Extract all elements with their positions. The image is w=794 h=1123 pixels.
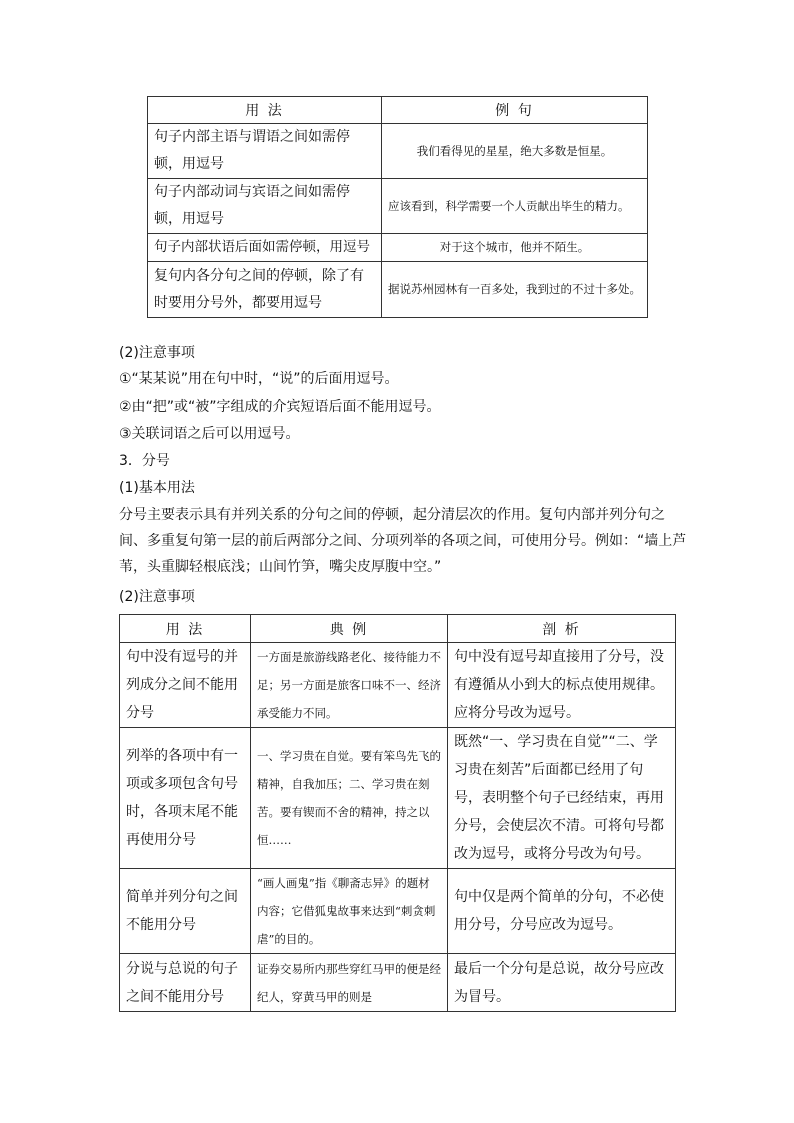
usage-cell: 句子内部主语与谓语之间如需停顿，用逗号 [148,124,382,179]
example-cell: 一、学习贵在自觉。要有笨鸟先飞的精神，自我加压；二、学习贵在刻苦。要有锲而不舍的精神，持之以恒…… [251,728,448,869]
example-cell: 据说苏州园林有一百多处，我到过的不过十多处。 [382,262,648,318]
usage-cell: 简单并列分句之间不能用分号 [120,869,251,954]
usage-cell: 句子内部状语后面如需停顿，用逗号 [148,234,382,262]
example-cell: “画人画鬼”指《聊斋志异》的题材内容；它借狐鬼故事来达到“刺贪刺虐”的目的。 [251,869,448,954]
table-header: 用 法 [148,97,382,124]
table-row [120,643,676,728]
table-row [148,234,648,262]
analysis-cell: 句中没有逗号却直接用了分号，没有遵循从小到大的标点使用规律。应将分号改为逗号。 [448,643,676,728]
table-header: 典 例 [251,615,448,643]
basic-usage-paragraph: 分号主要表示具有并列关系的分句之间的停顿，起分清层次的作用。复句内部并列分句之间、多重复句第一层的前后两部分之间、分项列举的各项之间，可使用分号。例如：“墙上芦苇，头重脚轻根底浅；山间竹笋，嘴尖皮厚腹中空。” [119,507,687,575]
table-row [148,262,648,318]
analysis-cell: 既然“一、学习贵在自觉”“二、学习贵在刻苦”后面都已经用了句号，表明整个句子已经结束，再用分号，会使层次不清。可将句号都改为逗号，或将分号改为句号。 [448,728,676,869]
usage-cell: 句子内部动词与宾语之间如需停顿，用逗号 [148,179,382,234]
table-row [120,728,676,869]
note-item: ②由“把”或“被”字组成的介宾短语后面不能用逗号。 [119,399,441,415]
usage-cell: 列举的各项中有一项或多项包含句号时，各项末尾不能再使用分号 [120,728,251,869]
analysis-cell: 句中仅是两个简单的分句，不必使用分号，分号应改为逗号。 [448,869,676,954]
example-cell: 一方面是旅游线路老化、接待能力不足；另一方面是旅客口味不一、经济承受能力不同。 [251,643,448,728]
example-cell: 对于这个城市，他并不陌生。 [382,234,648,262]
usage-cell: 复句内各分句之间的停顿，除了有时要用分号外，都要用逗号 [148,262,382,318]
analysis-cell: 最后一个分句是总说，故分号应改为冒号。 [448,954,676,1012]
table-row [120,954,676,1012]
table-header: 例 句 [382,97,648,124]
note-item: ③关联词语之后可以用逗号。 [119,426,300,442]
table-row [148,124,648,179]
note-item: ①“某某说”用在句中时，“说”的后面用逗号。 [119,371,399,387]
usage-cell: 分说与总说的句子之间不能用分号 [120,954,251,1012]
table-row [148,179,648,234]
table-header: 剖 析 [448,615,676,643]
subsection-heading: (1)基本用法 [119,480,195,496]
example-cell: 应该看到，科学需要一个人贡献出毕生的精力。 [382,179,648,234]
table-header: 用 法 [120,615,251,643]
example-cell: 我们看得见的星星，绝大多数是恒星。 [382,124,648,179]
usage-cell: 句中没有逗号的并列成分之间不能用分号 [120,643,251,728]
section-heading: 3．分号 [119,453,170,469]
table-row [120,869,676,954]
subsection-heading: (2)注意事项 [119,589,195,605]
notes-heading: (2)注意事项 [119,345,195,361]
example-cell: 证券交易所内那些穿红马甲的便是经纪人，穿黄马甲的则是 [251,954,448,1012]
semicolon-usage-table [119,614,676,1012]
comma-usage-table [147,96,648,318]
